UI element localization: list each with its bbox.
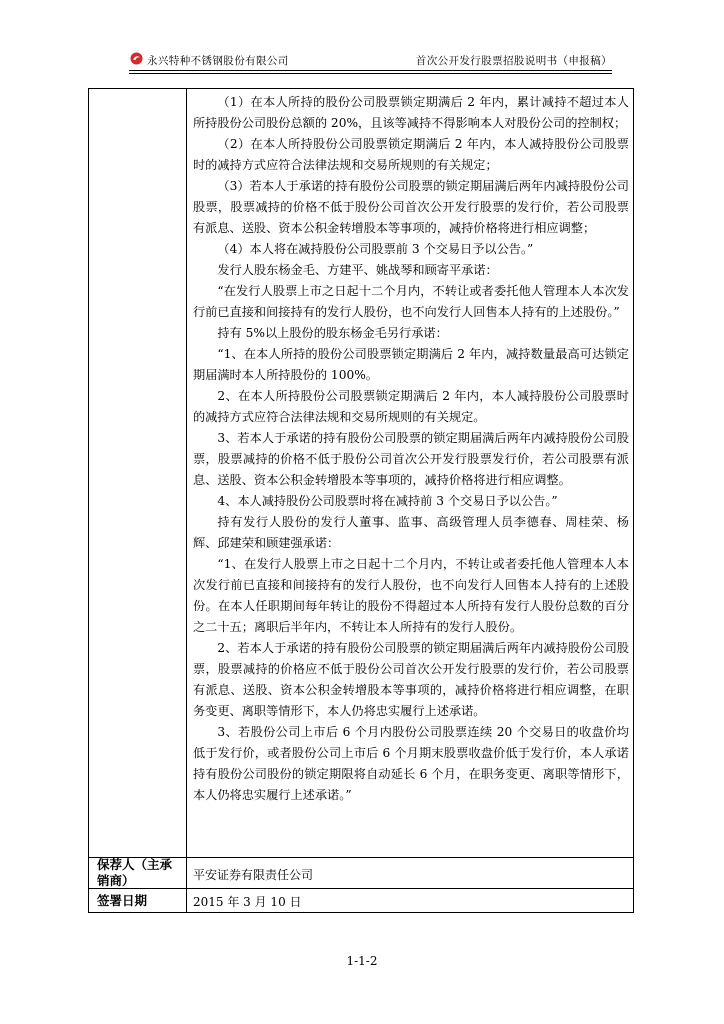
paragraph: （4）本人将在减持股份公司股票前 3 个交易日予以公告。” — [217, 242, 534, 256]
paragraph: “在发行人股票上市之日起十二个月内，不转让或者委托他人管理本人本次发行前已直接和间接持有的发行人股份，也不向发行人回售本人持有的上述股份。” — [193, 284, 629, 319]
signing-date-label: 签署日期 — [97, 893, 148, 908]
paragraph: （2）在本人所持股份公司股票锁定期满后 2 年内，本人减持股份公司股票时的减持方式应符合法律法规和交易所规则的有关规定； — [193, 137, 629, 172]
paragraph: （3）若本人于承诺的持有股份公司股票的锁定期届满后两年内减持股份公司股票，股票减持的价格不低于股份公司首次公开发行股票的发行价，若公司股票有派息、送股、资本公积金转增股本等事项的，减持价格将进行相应调整； — [193, 179, 629, 235]
header-divider — [129, 70, 612, 71]
table-column-divider — [186, 89, 187, 912]
paragraph: 发行人股东杨金毛、方建平、姚战琴和顾寄平承诺： — [217, 263, 498, 277]
paragraph: 持有发行人股份的发行人董事、监事、高级管理人员李德春、周桂荣、杨辉、邱建荣和顾建强承诺： — [193, 515, 629, 550]
paragraph: （1）在本人所持的股份公司股票锁定期满后 2 年内，累计减持不超过本人所持股份公司股份总额的 20%，且该等减持不得影响本人对股份公司的控制权； — [193, 95, 629, 130]
paragraph: “1、在本人所持的股份公司股票锁定期满后 2 年内，减持数量最高可达锁定期届满时本人所持股份的 100%。 — [193, 347, 629, 382]
paragraph: 4、本人减持股份公司股票时将在减持前 3 个交易日予以公告。” — [217, 494, 558, 508]
info-table — [88, 88, 634, 913]
sponsor-value: 平安证券有限责任公司 — [193, 868, 314, 882]
paragraph: “1、在发行人股票上市之日起十二个月内，不转让或者委托他人管理本人本次发行前已直接和间接持有的发行人股份，也不向发行人回售本人持有的上述股份。在本人任职期间每年转让的股份不得超过本人所持有发行人股份总数的百分之二十五；离职后半年内，不转让本人所持有的发行人股份。 — [193, 557, 629, 634]
document-title: 首次公开发行股票招股说明书（申报稿） — [415, 55, 612, 67]
paragraph: 3、若股份公司上市后 6 个月内股份公司股票连续 20 个交易日的收盘价均低于发行价，或者股份公司上市后 6 个月期末股票收盘价低于发行价，本人承诺持有股份公司股份的锁定期限将自动延长 6 个月，在职务变更、离职等情形下，本人仍将忠实履行上述承诺。” — [193, 725, 629, 802]
company-logo-icon — [130, 52, 143, 65]
paragraph: 2、在本人所持股份公司股票锁定期满后 2 年内，本人减持股份公司股票时的减持方式应符合法律法规和交易所规则的有关规定。 — [193, 389, 629, 424]
page-header — [129, 50, 612, 70]
signing-date-value: 2015 年 3 月 10 日 — [193, 895, 302, 909]
paragraph: 3、若本人于承诺的持有股份公司股票的锁定期届满后两年内减持股份公司股票，股票减持的价格不低于股份公司首次公开发行股票发行价，若公司股票有派息、送股、资本公积金转增股本等事项的，减持价格将进行相应调整。 — [193, 431, 629, 487]
sponsor-label: 保荐人（主承销商） — [97, 857, 173, 888]
paragraph: 持有 5%以上股份的股东杨金毛另行承诺： — [217, 326, 448, 340]
company-name: 永兴特种不锈钢股份有限公司 — [147, 55, 289, 67]
paragraph: 2、若本人于承诺的持有股份公司股票的锁定期届满后两年内减持股份公司股票，股票减持的价格应不低于股份公司首次公开发行股票的发行价，若公司股票有派息、送股、资本公积金转增股本等事项的，减持价格将进行相应调整，在职务变更、离职等情形下，本人仍将忠实履行上述承诺。 — [193, 641, 629, 718]
page-number: 1-1-2 — [346, 954, 378, 968]
commitment-text — [193, 92, 629, 806]
header-divider-thin — [129, 73, 612, 74]
